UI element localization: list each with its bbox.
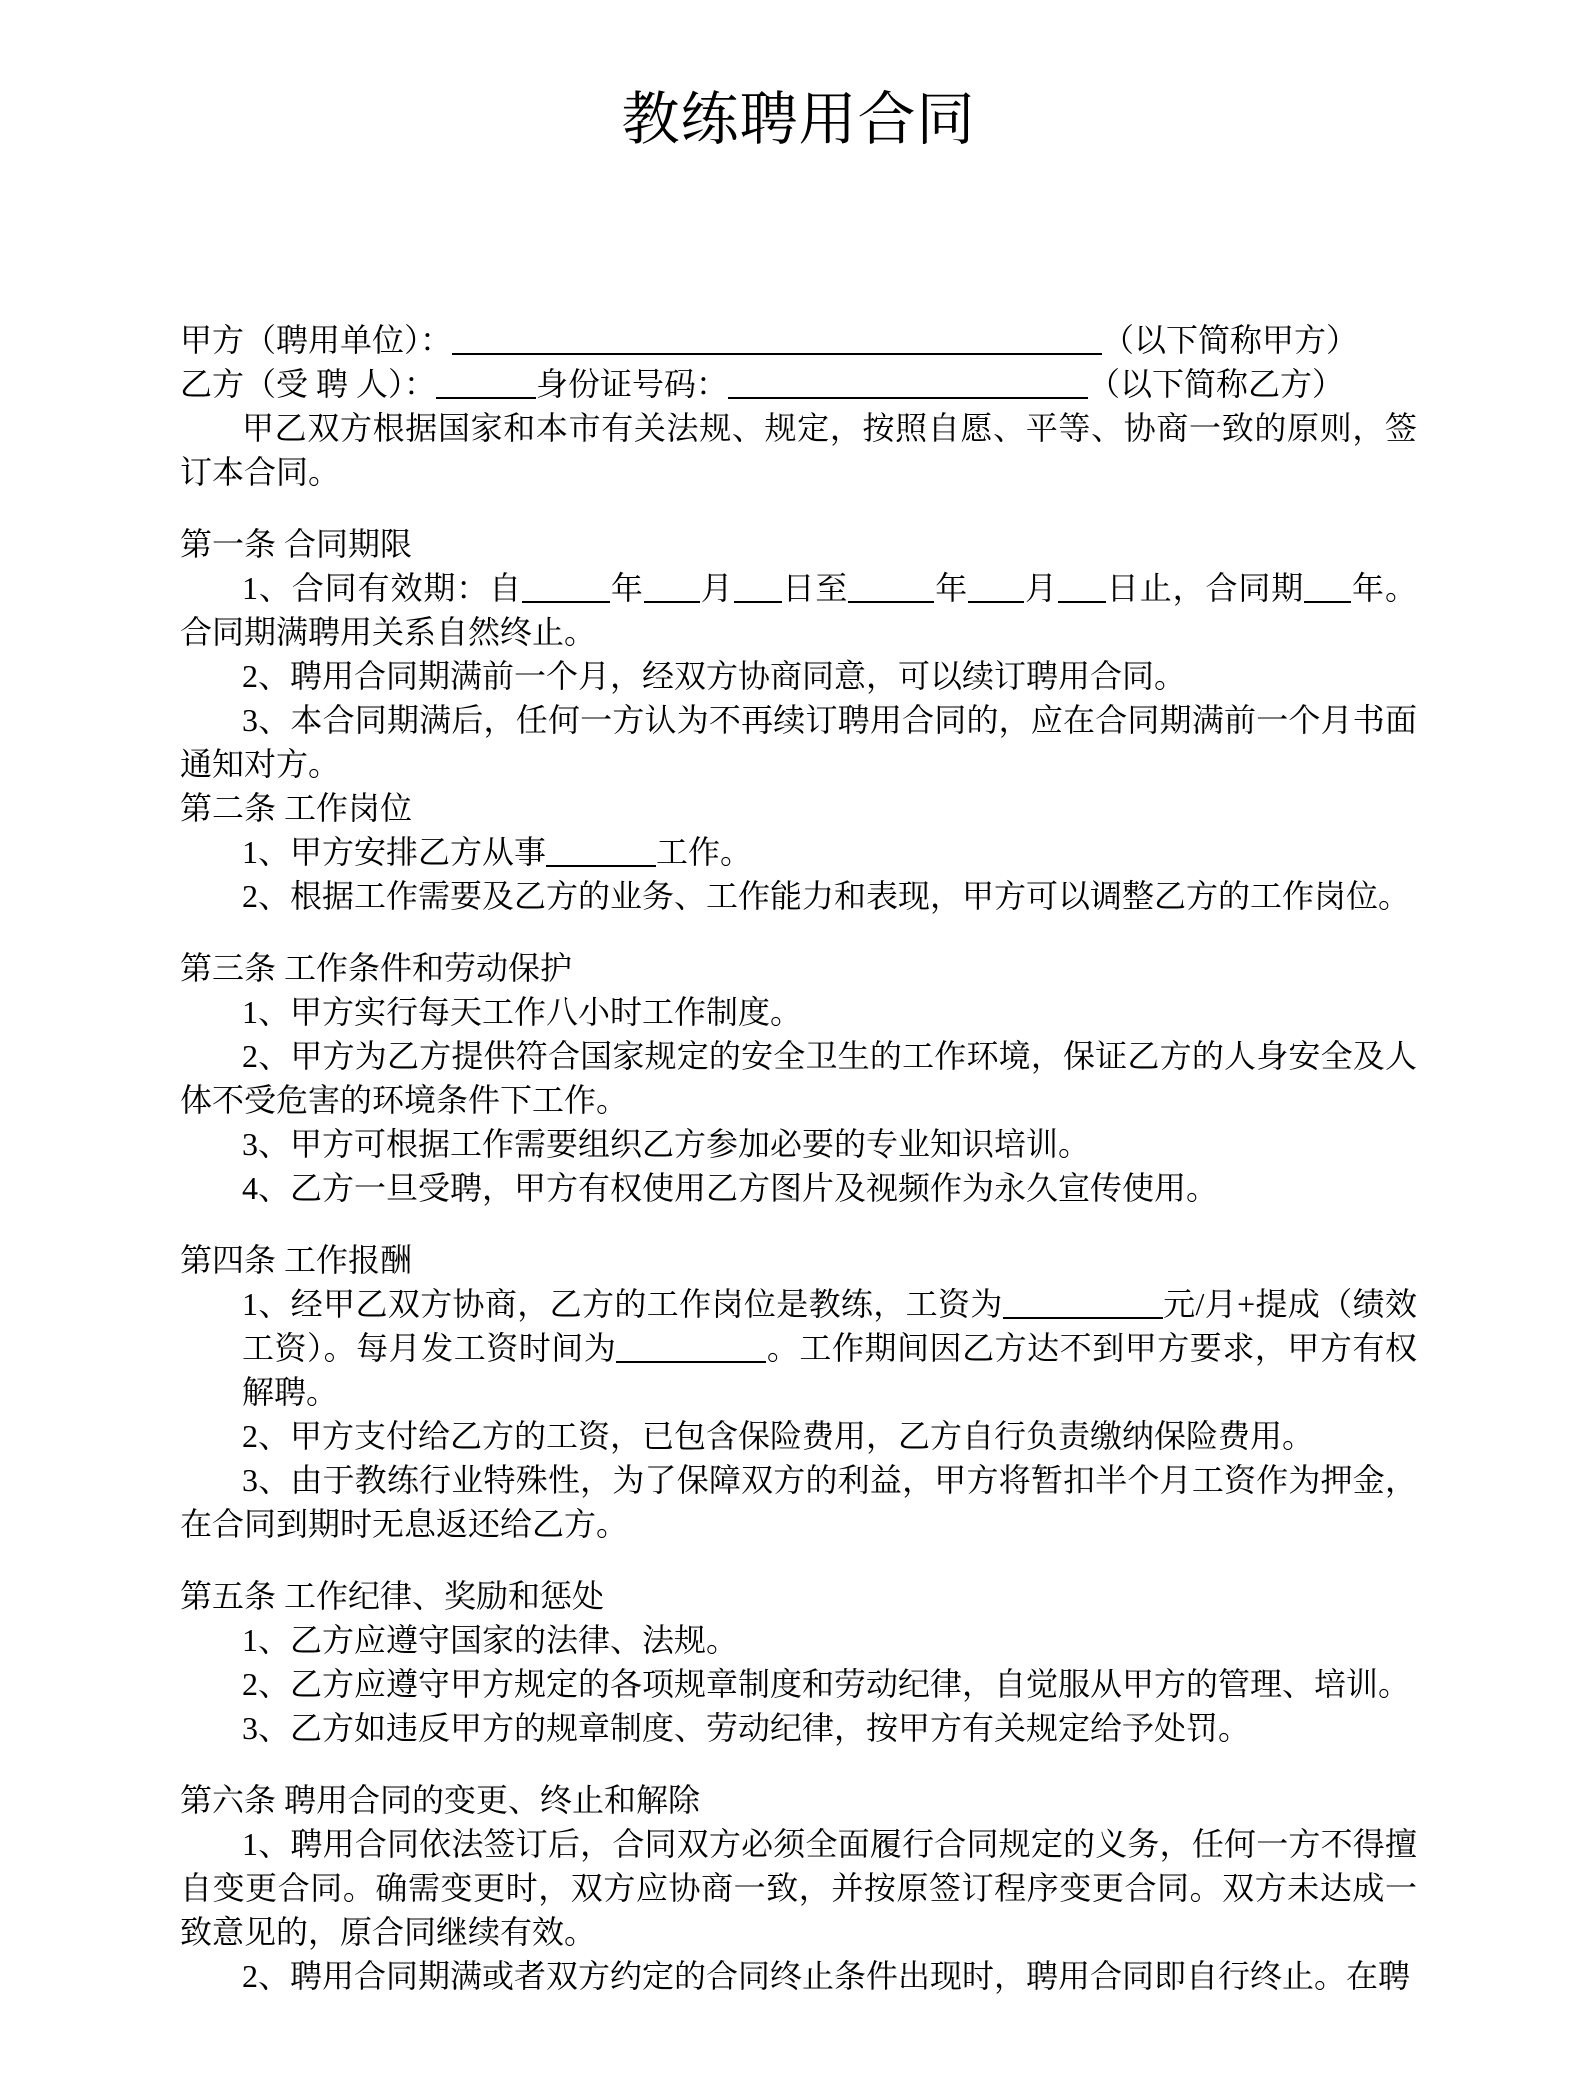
clause-2-1 xyxy=(180,830,1417,874)
clause-3-2 xyxy=(180,1034,1417,1122)
section-2-heading xyxy=(180,786,1417,830)
clause-4-1 xyxy=(242,1282,1417,1414)
start-day-blank[interactable] xyxy=(734,573,782,603)
text-segment: 年。合同期满聘用关系自然终止。 xyxy=(180,570,1417,650)
clause-1-2 xyxy=(180,654,1417,698)
text-segment: 1、聘用合同依法签订后，合同双方必须全面履行合同规定的义务，任何一方不得擅自变更合同。确需变更时，双方应协商一致，并按原签订程序变更合同。双方未达成一致意见的，原合同继续有效。 xyxy=(180,1826,1417,1950)
text-segment: 乙方（受 聘 人）： xyxy=(180,366,437,402)
end-year-blank[interactable] xyxy=(848,573,934,603)
text-segment: 1、甲方安排乙方从事 xyxy=(242,834,547,870)
end-day-blank[interactable] xyxy=(1058,573,1106,603)
clause-4-3 xyxy=(180,1458,1417,1546)
text-segment: 2、聘用合同期满前一个月，经双方协商同意，可以续订聘用合同。 xyxy=(242,658,1187,694)
text-segment: 元/月+提成（绩效工资）。每月发工资时间为 xyxy=(242,1286,1417,1366)
text-segment: 第三条 工作条件和劳动保护 xyxy=(180,950,573,986)
text-segment: 3、本合同期满后，任何一方认为不再续订聘用合同的，应在合同期满前一个月书面通知对方。 xyxy=(180,702,1417,782)
text-segment: （以下简称乙方） xyxy=(1088,366,1345,402)
text-segment: 1、合同有效期：自 xyxy=(242,570,523,606)
clause-5-2 xyxy=(180,1662,1417,1706)
text-segment: 工作。 xyxy=(656,834,753,870)
clause-6-1 xyxy=(180,1822,1417,1954)
document-title: 教练聘用合同 xyxy=(621,87,976,152)
text-segment: 第五条 工作纪律、奖励和惩处 xyxy=(180,1578,605,1614)
text-segment: 3、乙方如违反甲方的规章制度、劳动纪律，按甲方有关规定给予处罚。 xyxy=(242,1710,1251,1746)
clause-4-2 xyxy=(180,1414,1417,1458)
clause-1-3 xyxy=(180,698,1417,786)
text-segment: 第六条 聘用合同的变更、终止和解除 xyxy=(180,1782,701,1818)
clause-2-2 xyxy=(180,874,1417,918)
clause-3-4 xyxy=(180,1166,1417,1210)
party-a-name-blank[interactable] xyxy=(452,325,1102,355)
clause-5-1 xyxy=(180,1618,1417,1662)
pay-date-blank[interactable] xyxy=(616,1333,766,1363)
text-segment: 3、由于教练行业特殊性，为了保障双方的利益，甲方将暂扣半个月工资作为押金，在合同到期时无息返还给乙方。 xyxy=(180,1462,1417,1542)
text-segment: 甲乙双方根据国家和本市有关法规、规定，按照自愿、平等、协商一致的原则，签订本合同。 xyxy=(180,410,1417,490)
text-segment: 日止，合同期 xyxy=(1105,570,1305,606)
section-1-heading xyxy=(180,522,1417,566)
term-years-blank[interactable] xyxy=(1304,573,1351,603)
text-segment: 3、甲方可根据工作需要组织乙方参加必要的专业知识培训。 xyxy=(242,1126,1091,1162)
text-segment: 年 xyxy=(934,570,969,606)
text-segment: 第四条 工作报酬 xyxy=(180,1242,413,1278)
text-segment: 2、乙方应遵守甲方规定的各项规章制度和劳动纪律，自觉服从甲方的管理、培训。 xyxy=(242,1666,1411,1702)
text-segment: 。工作期间因乙方达不到甲方要求，甲方有权解聘。 xyxy=(242,1330,1417,1410)
text-segment: 日至 xyxy=(781,570,849,606)
section-5-heading xyxy=(180,1574,1417,1618)
party-a-line xyxy=(180,318,1417,362)
text-segment: 年 xyxy=(610,570,644,606)
clause-3-3 xyxy=(180,1122,1417,1166)
section-3-heading xyxy=(180,946,1417,990)
section-4-heading xyxy=(180,1238,1417,1282)
intro-paragraph xyxy=(180,406,1417,494)
text-segment: （以下简称甲方） xyxy=(1102,322,1359,358)
salary-blank[interactable] xyxy=(1003,1289,1163,1319)
text-segment: 月 xyxy=(699,570,734,606)
start-month-blank[interactable] xyxy=(644,573,700,603)
text-segment: 4、乙方一旦受聘，甲方有权使用乙方图片及视频作为永久宣传使用。 xyxy=(242,1170,1219,1206)
text-segment: 第二条 工作岗位 xyxy=(180,790,413,826)
text-segment: 身份证号码： xyxy=(536,366,729,402)
start-year-blank[interactable] xyxy=(522,573,610,603)
clause-5-3 xyxy=(180,1706,1417,1750)
party-b-line xyxy=(180,362,1417,406)
text-segment: 2、根据工作需要及乙方的业务、工作能力和表现，甲方可以调整乙方的工作岗位。 xyxy=(242,878,1411,914)
section-6-heading xyxy=(180,1778,1417,1822)
text-segment: 甲方（聘用单位）： xyxy=(180,322,453,358)
clause-3-1 xyxy=(180,990,1417,1034)
text-segment: 第一条 合同期限 xyxy=(180,526,413,562)
text-segment: 2、聘用合同期满或者双方约定的合同终止条件出现时，聘用合同即自行终止。在聘 xyxy=(242,1958,1411,1994)
party-b-name-blank[interactable] xyxy=(436,369,536,399)
text-segment: 月 xyxy=(1024,570,1058,606)
text-segment: 2、甲方为乙方提供符合国家规定的安全卫生的工作环境，保证乙方的人身安全及人体不受危害的环境条件下工作。 xyxy=(180,1038,1417,1118)
clause-1-1 xyxy=(180,566,1417,654)
document-body xyxy=(180,318,1417,1998)
party-b-id-blank[interactable] xyxy=(728,369,1088,399)
text-segment: 1、经甲乙双方协商，乙方的工作岗位是教练，工资为 xyxy=(242,1286,1003,1322)
text-segment: 1、乙方应遵守国家的法律、法规。 xyxy=(242,1622,739,1658)
end-month-blank[interactable] xyxy=(968,573,1024,603)
clause-6-2 xyxy=(180,1954,1417,1998)
job-title-blank[interactable] xyxy=(546,837,656,867)
text-segment: 2、甲方支付给乙方的工资，已包含保险费用，乙方自行负责缴纳保险费用。 xyxy=(242,1418,1315,1454)
text-segment: 1、甲方实行每天工作八小时工作制度。 xyxy=(242,994,803,1030)
